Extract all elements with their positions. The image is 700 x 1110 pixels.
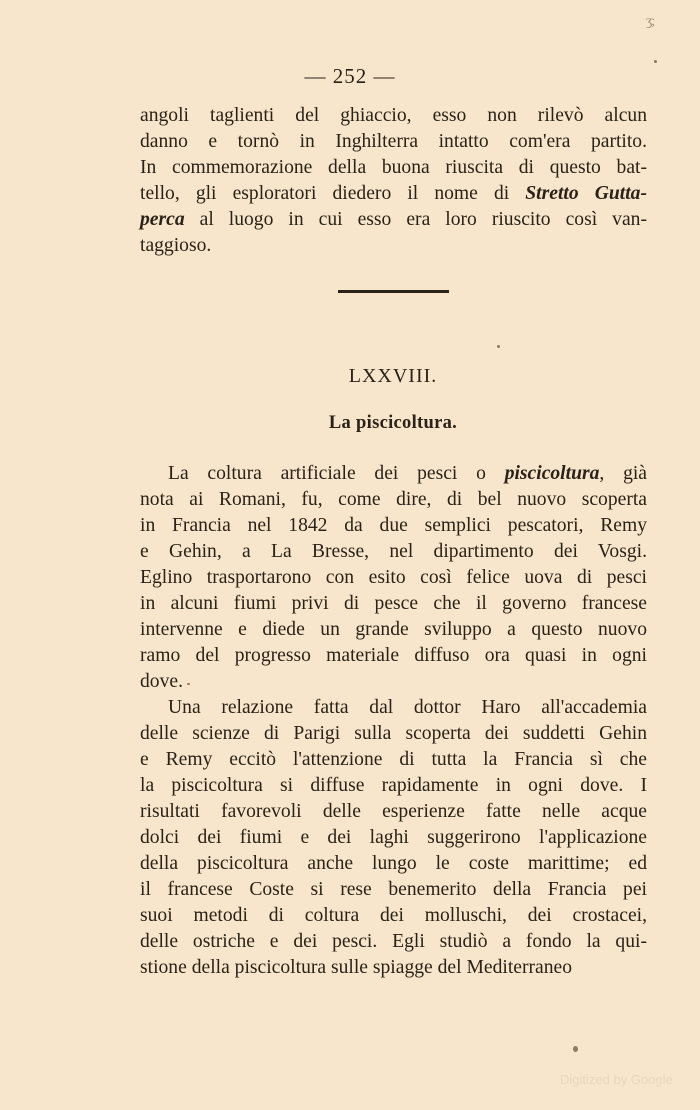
italic-term: Stretto Gutta- xyxy=(525,183,647,204)
section-divider-rule xyxy=(338,290,449,293)
text-segment: tello, gli esploratori diedero il nome di xyxy=(140,183,526,204)
paper-speck xyxy=(654,60,657,63)
chapter-title: La piscicoltura. xyxy=(328,413,458,433)
corner-ink-mark: ʒ; xyxy=(646,14,655,29)
text-segment: al luogo in cui esso era loro riuscito così van- xyxy=(184,209,647,230)
italic-term: piscicoltura xyxy=(504,463,600,484)
text-line: della piscicoltura anche lungo le coste marittime; ed xyxy=(140,853,647,874)
text-line: In commemorazione della buona riuscita di questo bat- xyxy=(140,157,647,178)
text-line: e Gehin, a La Bresse, nel dipartimento dei Vosgi. xyxy=(140,541,647,562)
text-line: delle ostriche e dei pesci. Egli studiò a fondo la qui- xyxy=(140,931,647,952)
text-line: ramo del progresso materiale diffuso ora quasi in ogni xyxy=(140,645,647,666)
page-number-header: — 252 — xyxy=(304,64,396,88)
text-line xyxy=(140,461,647,487)
chapter-body xyxy=(140,461,647,981)
text-line: in Francia nel 1842 da due semplici pescatori, Remy xyxy=(140,515,647,536)
text-line: danno e tornò in Inghilterra intatto com'era partito. xyxy=(140,131,647,152)
text-line: Una relazione fatta dal dottor Haro all'accademia xyxy=(168,697,647,718)
text-line: angoli taglienti del ghiaccio, esso non rilevò alcun xyxy=(140,105,647,126)
text-line: in alcuni fiumi privi di pesce che il governo francese xyxy=(140,593,647,614)
text-line: intervenne e diede un grande sviluppo a questo nuovo xyxy=(140,619,647,640)
digitization-watermark: Digitized by Google xyxy=(560,1072,673,1087)
text-line: Eglino trasportarono con esito così felice uova di pesci xyxy=(140,567,647,588)
text-segment: La coltura artificiale dei pesci o xyxy=(168,463,505,484)
paper-speck xyxy=(573,1046,578,1052)
text-segment: , già xyxy=(599,463,648,484)
italic-term: perca xyxy=(140,209,185,230)
text-line: e Remy eccitò l'attenzione di tutta la Francia sì che xyxy=(140,749,647,770)
text-line xyxy=(140,207,647,233)
paper-speck xyxy=(497,345,500,348)
text-line: dove. xyxy=(140,671,183,692)
text-line xyxy=(140,181,647,207)
text-line: delle scienze di Parigi sulla scoperta dei suddetti Gehin xyxy=(140,723,647,744)
continued-paragraph xyxy=(140,103,647,259)
text-line: nota ai Romani, fu, come dire, di bel nuovo scoperta xyxy=(140,489,647,510)
text-line: risultati favorevoli delle esperienze fatte nelle acque xyxy=(140,801,647,822)
text-line: dolci dei fiumi e dei laghi suggerirono l'applicazione xyxy=(140,827,647,848)
chapter-number: LXXVIII. xyxy=(348,365,438,387)
text-line: suoi metodi di coltura dei molluschi, dei crostacei, xyxy=(140,905,647,926)
text-line: stione della piscicoltura sulle spiagge del Mediterraneo xyxy=(140,957,573,978)
text-line: la piscicoltura si diffuse rapidamente in ogni dove. I xyxy=(140,775,647,796)
text-line: taggioso. xyxy=(140,235,212,256)
text-line: il francese Coste si rese benemerito della Francia pei xyxy=(140,879,647,900)
